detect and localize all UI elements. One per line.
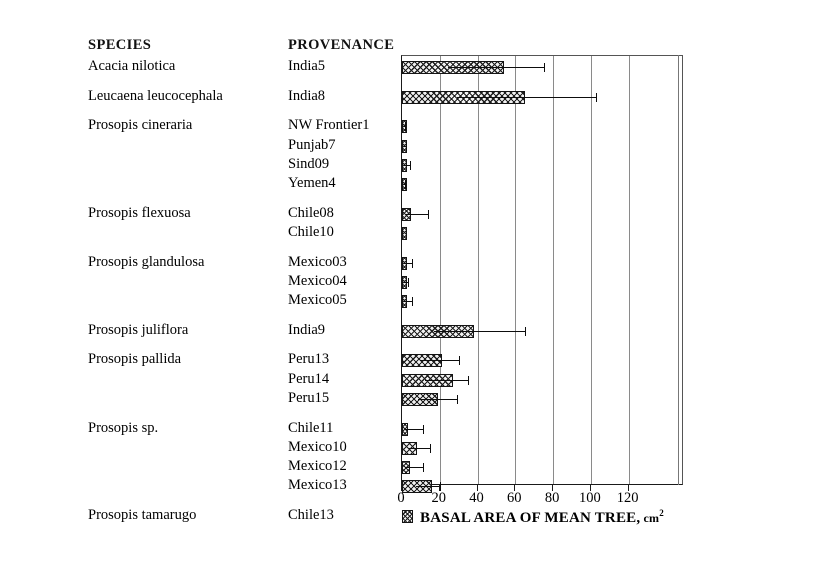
error-bar-cap [423,425,424,434]
error-bar [457,97,596,98]
error-bar-cap [430,444,431,453]
plot-area [401,55,683,485]
error-bar [425,380,468,381]
x-tick-label: 40 [469,490,484,506]
x-tick-label: 60 [507,490,522,506]
error-bar-cap [405,180,406,189]
species-label: Prosopis juliflora [88,321,189,338]
provenance-label: Peru15 [288,389,330,406]
error-bar [416,486,440,487]
provenance-label: Mexico12 [288,457,347,474]
species-label: Prosopis sp. [88,419,159,436]
error-bar-cap [544,63,545,72]
error-bar-cap [412,259,413,268]
provenance-label: India5 [288,58,326,74]
species-label: Prosopis glandulosa [88,253,205,270]
error-bar-cap [412,297,413,306]
species-label: Prosopis flexuosa [88,204,191,221]
error-bar-cap [468,376,469,385]
x-tick-label: 0 [397,490,405,506]
error-bar-cap [406,142,407,151]
error-bar [434,331,524,332]
gridline-120 [629,56,630,484]
gridline-80 [553,56,554,484]
provenance-label: Chile11 [288,419,334,436]
error-bar-cap [525,327,526,336]
provenance-column-header: PROVENANCE [288,37,395,53]
x-tick-label: 120 [616,490,639,506]
species-column-header: SPECIES [88,37,152,53]
species-label: Leucaena leucocephala [88,87,223,104]
provenance-label: Peru14 [288,370,330,387]
error-bar-cap [457,395,458,404]
species-label: Acacia nilotica [88,58,176,74]
x-tick-label: 100 [578,490,601,506]
error-bar [406,214,428,215]
error-bar-cap [428,210,429,219]
gridline-20 [440,56,441,484]
provenance-label: Chile13 [288,506,334,523]
provenance-label: Chile10 [288,223,334,240]
error-bar-cap [423,463,424,472]
error-bar [404,301,412,302]
gridline-100 [591,56,592,484]
provenance-label: Mexico05 [288,292,347,308]
x-tick-label: 80 [544,490,560,506]
provenance-label: Chile08 [288,204,334,221]
x-tick-label: 20 [431,490,447,506]
provenance-label: Mexico03 [288,253,347,270]
provenance-label: Sind09 [288,155,330,172]
error-bar [405,467,422,468]
species-label: Prosopis tamarugo [88,506,197,523]
provenance-label: Peru13 [288,351,330,368]
provenance-label: Punjab7 [288,136,336,153]
provenance-label: India8 [288,87,326,104]
error-bar [448,67,544,68]
provenance-label: Mexico13 [288,477,347,494]
error-bar [409,448,431,449]
species-label: Prosopis cineraria [88,117,193,134]
error-bar-cap [459,356,460,365]
bar [402,227,407,240]
x-axis-title [401,508,683,527]
x-axis-title-text: BASAL AREA OF MEAN TREE, [420,510,641,526]
error-bar [405,429,423,430]
error-bar-cap [410,161,411,170]
error-bar-cap [405,122,406,131]
error-bar-cap [596,93,597,102]
error-bar-cap [408,278,409,287]
provenance-label: India9 [288,321,326,338]
error-bar [420,360,459,361]
provenance-label: Yemen4 [288,175,336,191]
gridline-60 [515,56,516,484]
error-bar [404,263,412,264]
provenance-label: Mexico04 [288,272,347,289]
error-bar [418,399,457,400]
x-axis-unit-exponent: 2 [659,508,664,518]
x-axis-unit: cm [643,511,660,525]
gridline-40 [478,56,479,484]
species-label: Prosopis pallida [88,351,182,368]
provenance-label: Mexico10 [288,438,347,455]
plot-outer-right-border [678,55,679,485]
provenance-label: NW Frontier1 [288,117,370,134]
